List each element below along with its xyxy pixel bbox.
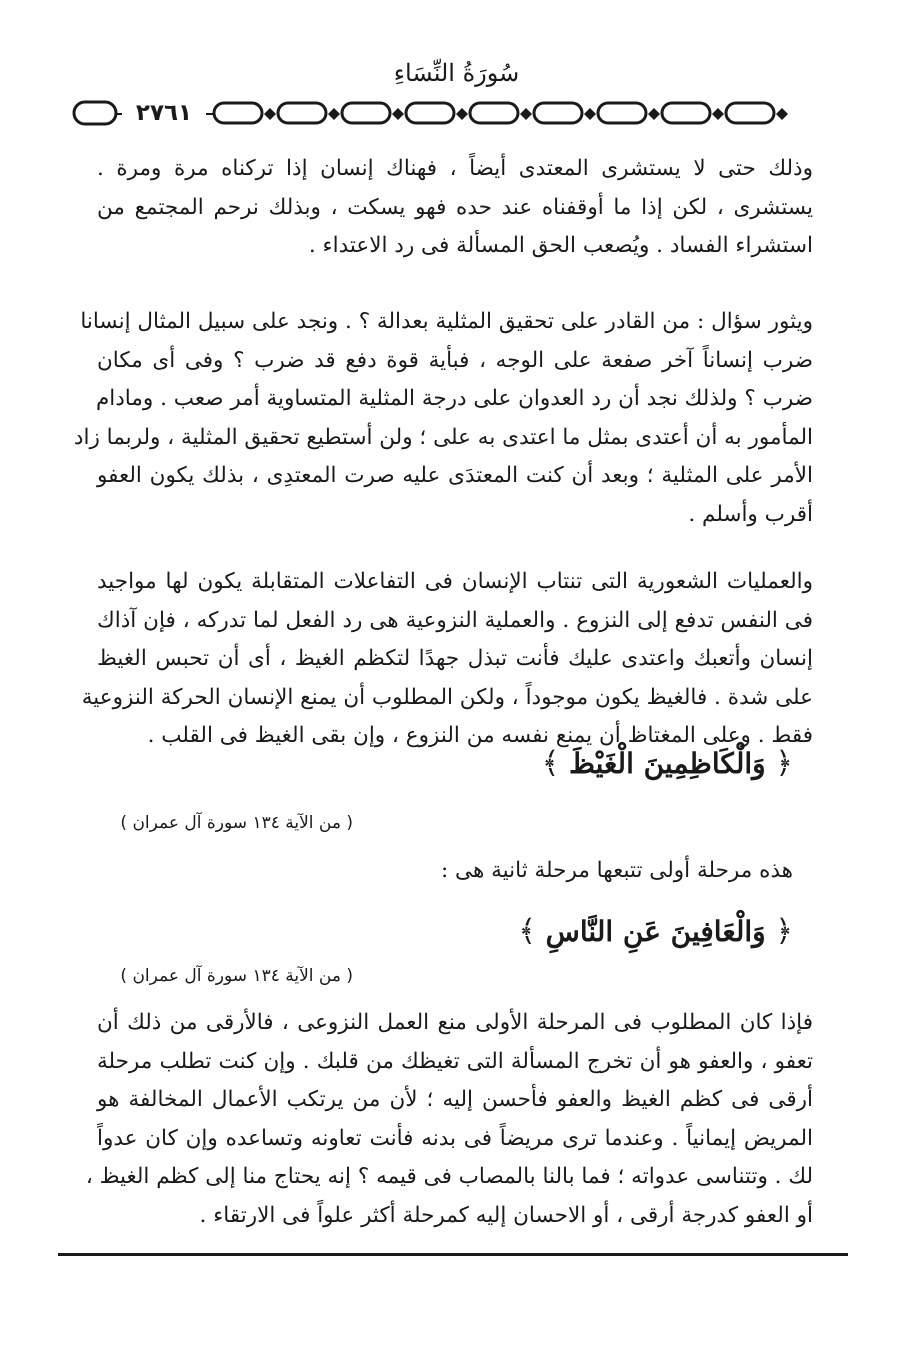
paragraph-1 [97, 150, 813, 266]
text-line: فى النفس تدفع إلى النزوع . والعملية النزوعية هى رد الفعل لما تدركه ، فإن آذاك [97, 607, 813, 633]
surah-title: سُورَةُ النِّسَاءِ [393, 59, 520, 87]
ornate-bracket-close: ﴾ [518, 914, 536, 949]
text-line: يستشرى ، لكن إذا ما أوقفناه عند حده فهو يسكت ، وبذلك نرحم المجتمع من [97, 194, 813, 220]
text-line: على شدة . فالغيظ يكون موجوداً ، ولكن المطلوب أن يمنع الإنسان الحركة النزوعية [81, 684, 813, 710]
text-line: إنسان وأتعبك واعتدى عليك فأنت تبذل جهدًا لتكظم الغيظ ، أى أن تحبس الغيظ [97, 646, 813, 671]
capsule-link [406, 103, 454, 123]
paragraph-4 [85, 1004, 813, 1235]
lead-line: هذه مرحلة أولى تتبعها مرحلة ثانية هى : [440, 858, 793, 883]
ornate-bracket-open: ﴿ [775, 746, 793, 781]
text-line: ضرب ؟ ولذلك نجد أن رد العدوان على درجة المثلية المتساوية أمر صعب . ومادام [95, 386, 813, 411]
text-line: تعفو ، والعفو هو أن تخرج المسألة التى تغيظك من قلبك . وإن كنت تطلب مرحلة [97, 1048, 813, 1074]
diamond-link [328, 108, 340, 120]
text-line: المأمور به أن أعتدى بمثل ما اعتدى به على ؛ ولن أستطيع تحقيق المثلية ، ولربما زاد [73, 424, 813, 450]
diamond-link [648, 108, 660, 120]
text-line: فقط . وعلى المغتاظ أن يمنع نفسه من النزوع ، وإن بقى الغيظ فى القلب . [147, 723, 813, 748]
paragraph-3 [81, 563, 813, 756]
quran-quote-2 [518, 910, 793, 954]
diamond-link [392, 108, 404, 120]
diamond-link [520, 108, 532, 120]
capsule-link [214, 103, 262, 123]
quote-citation-2: ( من الآية ١٣٤ سورة آل عمران ) [120, 966, 353, 986]
capsule-link [598, 103, 646, 123]
capsule-link [662, 103, 710, 123]
diamond-link [584, 108, 596, 120]
quote-citation-1: ( من الآية ١٣٤ سورة آل عمران ) [120, 813, 353, 833]
capsule-link [470, 103, 518, 123]
text-line: ويثور سؤال : من القادر على تحقيق المثلية بعدالة ؟ . ونجد على سبيل المثال إنسانا [80, 309, 813, 334]
paragraph-2 [73, 303, 813, 534]
quote-text: وَالْكَاظِمِينَ الْغَيْظَ [569, 747, 766, 780]
text-line: أو العفو كدرجة أرقى ، أو الاحسان إليه كمرحلة أكثر علواً فى الارتقاء . [199, 1202, 813, 1228]
ornate-bracket-close: ﴾ [541, 746, 560, 781]
capsule-link [342, 103, 390, 123]
text-line: المريض إيمانياً . وعندما ترى مريضاً فى بدنه فأنت تعاونه وتساعده وإن كان عدواً [97, 1125, 813, 1151]
text-line: فإذا كان المطلوب فى المرحلة الأولى منع العمل النزوعى ، فالأرقى من ذلك أن [97, 1010, 813, 1035]
capsule-link [726, 103, 774, 123]
ornamental-header-band [72, 97, 834, 131]
text-line: استشراء الفساد . ويُصعب الحق المسألة فى رد الاعتداء . [308, 233, 813, 258]
text-line: أقرب وأسلم . [688, 501, 813, 527]
diamond-link [712, 108, 724, 120]
diamond-link [776, 108, 788, 120]
text-line: الأمر على المثلية ؛ وبعد أن كنت المعتدَى عليه صرت المعتدِى ، بذلك يكون العفو [97, 463, 813, 488]
text-line: ضرب إنساناً آخر صفعة على الوجه ، فبأية قوة دفع قد ضرب ؟ وفى أى مكان [97, 347, 813, 373]
text-line: والعمليات الشعورية التى تنتاب الإنسان فى التفاعلات المتقابلة يكون لها مواجيد [97, 569, 813, 594]
capsule-link [278, 103, 326, 123]
capsule-link [74, 102, 116, 124]
diamond-link [456, 108, 468, 120]
ornate-bracket-open: ﴿ [775, 914, 793, 949]
page-number: ٢٧٦١ [135, 100, 193, 126]
text-line: أرقى فى كظم الغيظ والعفو فأحسن إليه ؛ لأن من يرتكب الأعمال المخالفة هو [97, 1087, 813, 1112]
text-line: وذلك حتى لا يستشرى المعتدى أيضاً ، فهناك إنسان إذا تركناه مرة ومرة . [97, 156, 813, 181]
diamond-link [264, 108, 276, 120]
quote-text: وَالْعَافِينَ عَنِ النَّاسِ [545, 915, 766, 948]
text-line: لك . وتتناسى عدواته ؛ فما بالنا بالمصاب فى قيمه ؟ إنه يحتاج منا إلى كظم الغيظ ، [85, 1164, 813, 1189]
quran-quote-1 [542, 742, 793, 786]
footer-rule [58, 1253, 848, 1256]
capsule-link [534, 103, 582, 123]
